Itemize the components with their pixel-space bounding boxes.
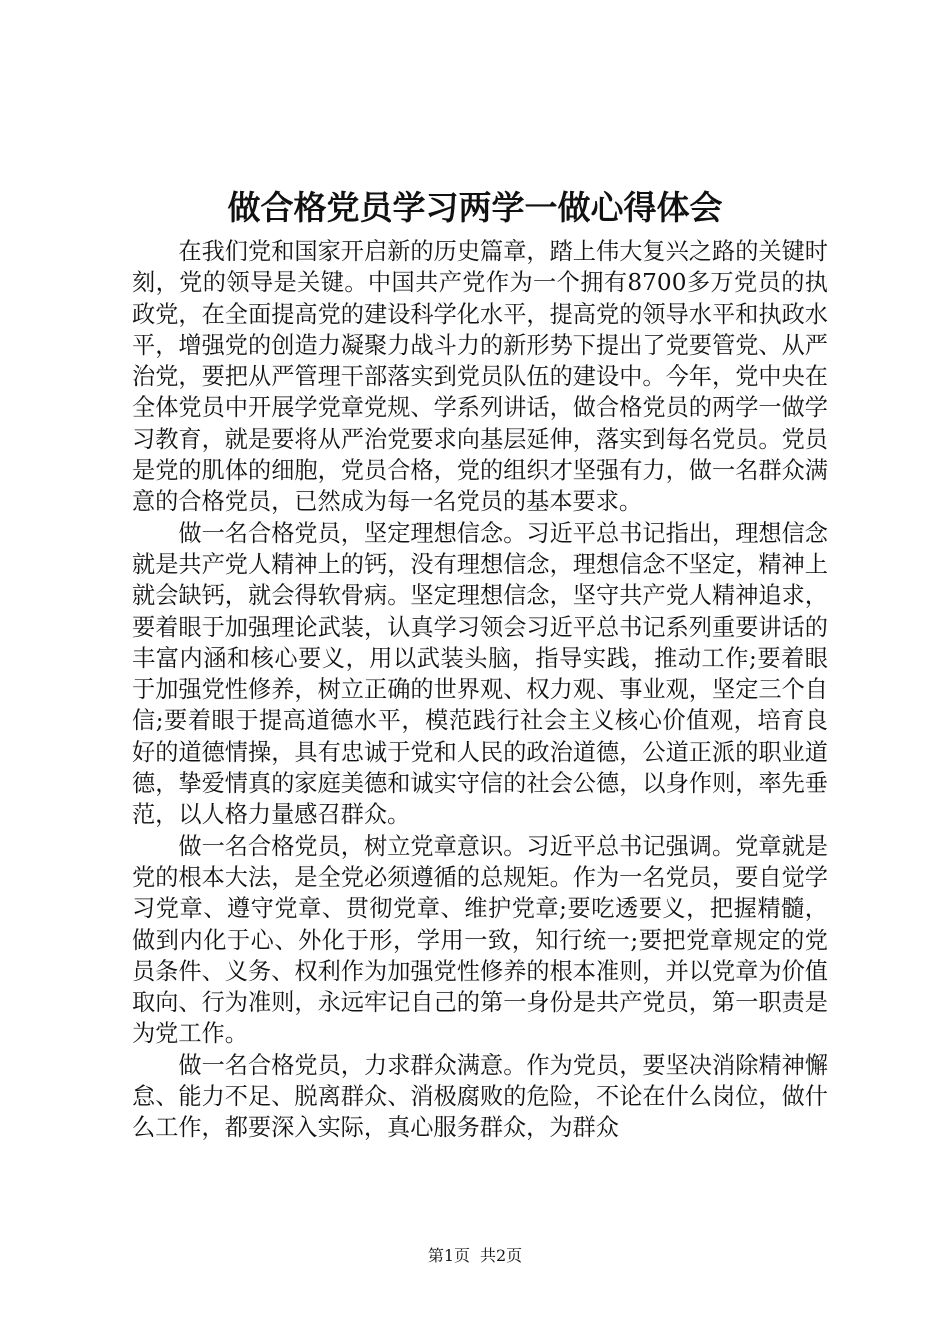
document-body [132,236,828,1144]
paragraph: 做一名合格党员，力求群众满意。作为党员，要坚决消除精神懈怠、能力不足、脱离群众、消极腐败的危险，不论在什么岗位，做什么工作，都要深入实际，真心服务群众，为群众 [132,1051,828,1142]
page-number: 第1页 [427,1246,470,1265]
document-title: 做合格党员学习两学一做心得体会 [227,188,723,227]
paragraph: 做一名合格党员，树立党章意识。习近平总书记强调。党章就是党的根本大法，是全党必须遵循的总规矩。作为一名党员，要自觉学习党章、遵守党章、贯彻党章、维护党章;要吃透要义，把握精髓，做到内化于心、外化于形，学用一致，知行统一;要把党章规定的党员条件、义务、权利作为加强党性修养的根本准则，并以党章为价值取向、行为准则，永远牢记自己的第一身份是共产党员，第一职责是为党工作。 [132,832,828,1048]
paragraph: 在我们党和国家开启新的历史篇章，踏上伟大复兴之路的关键时刻，党的领导是关键。中国共产党作为一个拥有8700多万党员的执政党，在全面提高党的建设科学化水平，提高党的领导水平和执政水平，增强党的创造力凝聚力战斗力的新形势下提出了党要管党、从严治党，要把从严管理干部落实到党员队伍的建设中。今年，党中央在全体党员中开展学党章党规、学系列讲话，做合格党员的两学一做学习教育，就是要将从严治党要求向基层延伸，落实到每名党员。党员是党的肌体的细胞，党员合格，党的组织才坚强有力，做一名群众满意的合格党员，已然成为每一名党员的基本要求。 [132,238,828,516]
page-footer [0,1246,950,1266]
paragraph: 做一名合格党员，坚定理想信念。习近平总书记指出，理想信念就是共产党人精神上的钙，没有理想信念，理想信念不坚定，精神上就会缺钙，就会得软骨病。坚定理想信念，坚守共产党人精神追求，要着眼于加强理论武装，认真学习领会习近平总书记系列重要讲话的丰富内涵和核心要义，用以武装头脑，指导实践，推动工作;要着眼于加强党性修养，树立正确的世界观、权力观、事业观，坚定三个自信;要着眼于提高道德水平，模范践行社会主义核心价值观，培育良好的道德情操，具有忠诚于党和人民的政治道德，公道正派的职业道德，挚爱情真的家庭美德和诚实守信的社会公德，以身作则，率先垂范，以人格力量感召群众。 [132,519,828,829]
page-total: 共2页 [480,1246,523,1265]
